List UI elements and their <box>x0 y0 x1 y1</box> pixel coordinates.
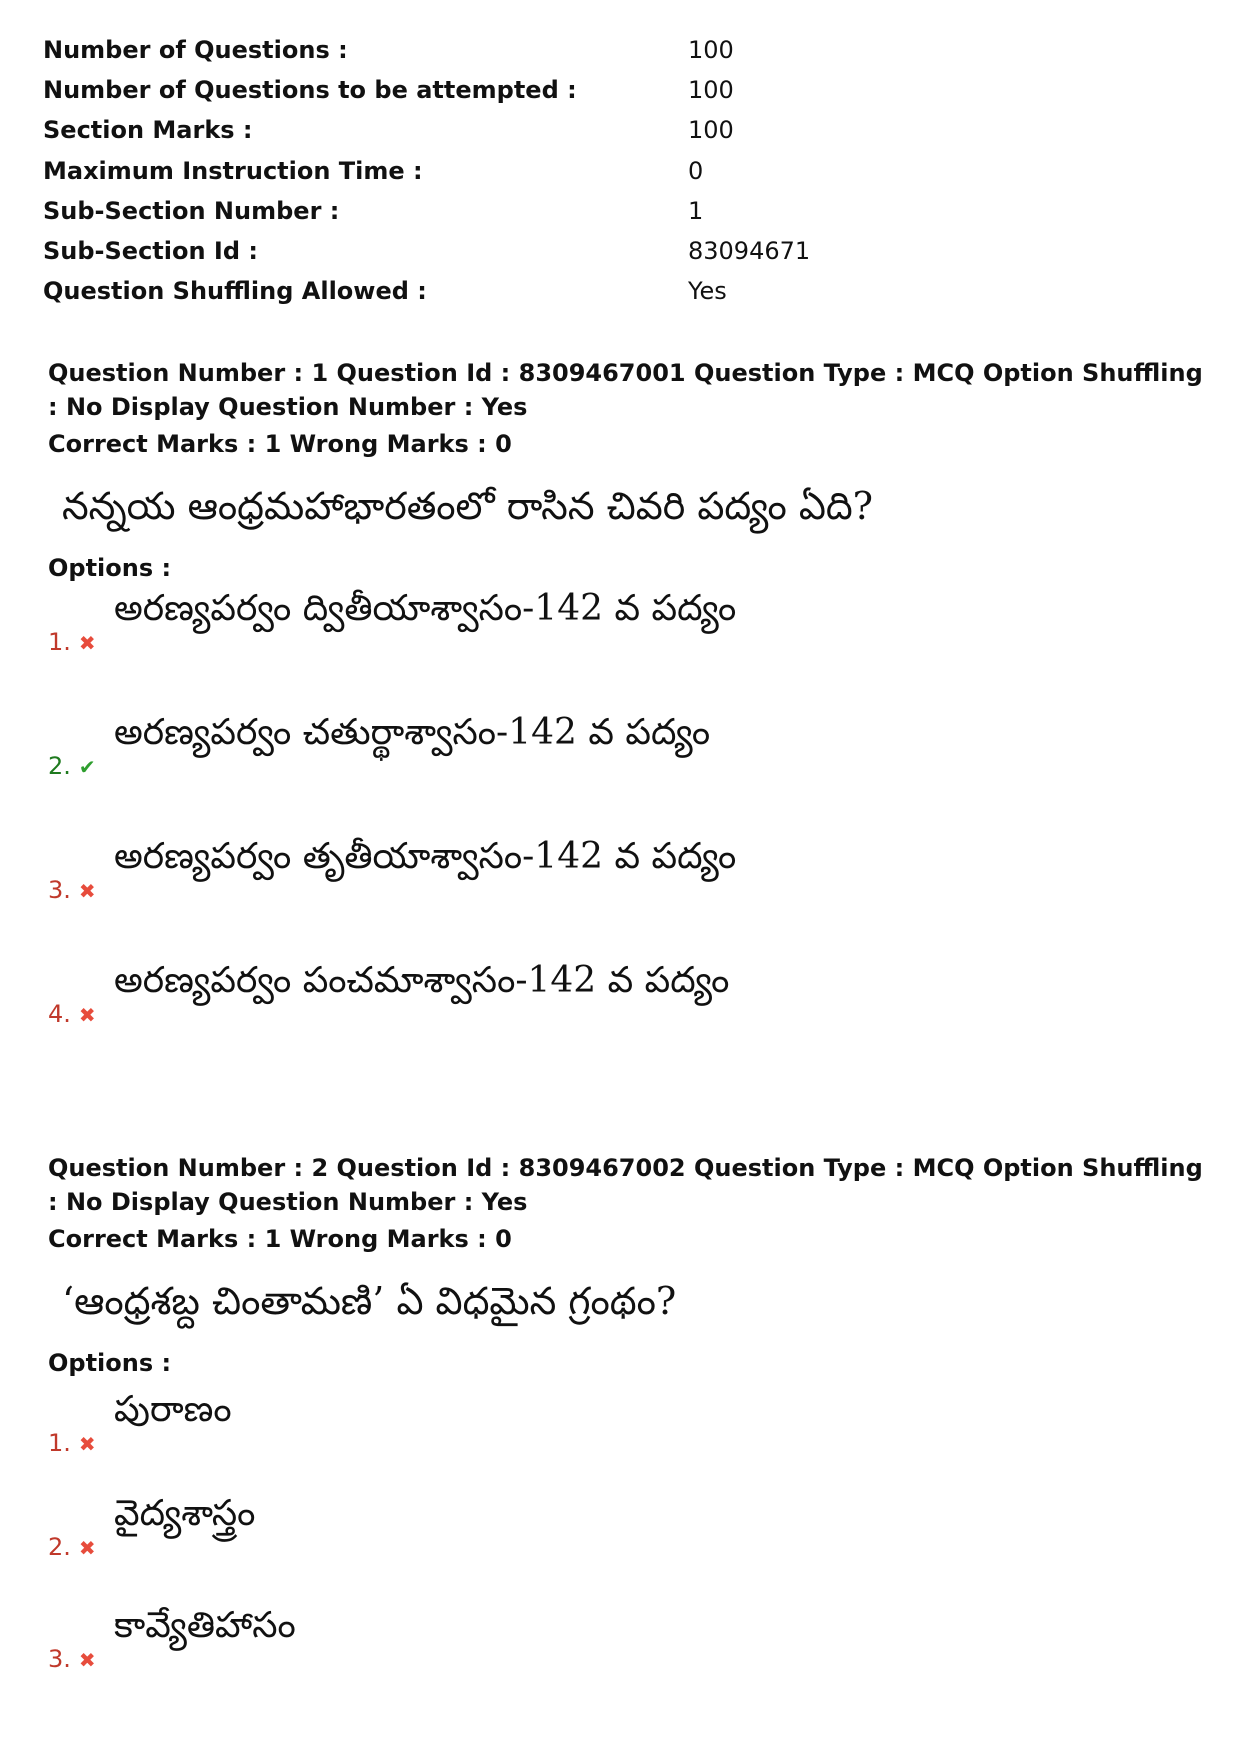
option-item <box>48 588 1208 712</box>
options-label: Options : <box>48 554 172 582</box>
option-number-label: 3. <box>48 876 71 904</box>
meta-row <box>43 30 1193 70</box>
meta-row <box>43 151 1193 191</box>
option-text: కావ్యేతిహాసం <box>114 1605 296 1646</box>
meta-row <box>43 110 1193 150</box>
meta-value: 100 <box>688 116 734 145</box>
option-number <box>48 1429 96 1457</box>
meta-label: Maximum Instruction Time : <box>43 156 423 185</box>
cross-icon: ✖ <box>78 1536 96 1560</box>
meta-row <box>43 231 1193 271</box>
question-marks: Correct Marks : 1 Wrong Marks : 0 <box>48 430 512 458</box>
meta-label: Number of Questions to be attempted : <box>43 76 577 105</box>
option-text: పురాణం <box>114 1389 232 1430</box>
option-number <box>48 876 96 904</box>
option-item <box>48 1493 1208 1605</box>
meta-label: Number of Questions : <box>43 36 348 65</box>
section-meta <box>43 30 1193 311</box>
meta-value: 83094671 <box>688 237 811 266</box>
question-2 <box>48 1151 1208 1685</box>
option-number <box>48 1533 96 1561</box>
option-number-label: 3. <box>48 1645 71 1673</box>
check-icon: ✔ <box>78 755 96 779</box>
meta-value: 1 <box>688 196 704 225</box>
meta-value: 100 <box>688 76 734 105</box>
option-number-label: 2. <box>48 1533 71 1561</box>
option-number <box>48 1000 96 1028</box>
meta-label: Section Marks : <box>43 116 253 145</box>
meta-value: 0 <box>688 156 704 185</box>
option-number <box>48 752 96 780</box>
cross-icon: ✖ <box>78 1648 96 1672</box>
option-number-label: 4. <box>48 1000 71 1028</box>
option-text: అరణ్యపర్వం ద్వితీయాశ్వాసం-142 వ పద్యం <box>114 588 737 629</box>
question-header: Question Number : 1 Question Id : 8309467001 Question Type : MCQ Option Shuffling : No Display Question Number : Yes <box>48 359 1203 421</box>
meta-value: Yes <box>688 277 727 306</box>
cross-icon: ✖ <box>78 879 96 903</box>
question-text: నన్నయ ఆంధ్రమహాభారతంలో రాసిన చివరి పద్యం ఏది? <box>62 484 874 528</box>
option-number-label: 2. <box>48 752 71 780</box>
option-item <box>48 960 1208 1084</box>
cross-icon: ✖ <box>78 1003 96 1027</box>
option-text: అరణ్యపర్వం పంచమాశ్వాసం-142 వ పద్యం <box>114 960 730 1001</box>
options-label: Options : <box>48 1349 172 1377</box>
meta-row <box>43 271 1193 311</box>
option-text: వైద్యశాస్త్రం <box>114 1493 256 1534</box>
option-number <box>48 1645 96 1673</box>
option-item <box>48 1605 1208 1685</box>
question-marks: Correct Marks : 1 Wrong Marks : 0 <box>48 1225 512 1253</box>
question-text: ‘ఆంధ్రశబ్ద చింతామణి’ ఏ విధమైన గ్రంథం? <box>62 1279 677 1323</box>
option-number-label: 1. <box>48 628 71 656</box>
meta-label: Sub-Section Id : <box>43 237 258 266</box>
question-1 <box>48 356 1208 1084</box>
meta-label: Question Shuffling Allowed : <box>43 277 427 306</box>
meta-row <box>43 191 1193 231</box>
option-text: అరణ్యపర్వం తృతీయాశ్వాసం-142 వ పద్యం <box>114 836 737 877</box>
option-item <box>48 1389 1208 1493</box>
option-item <box>48 712 1208 836</box>
meta-row <box>43 70 1193 110</box>
option-item <box>48 836 1208 960</box>
meta-label: Sub-Section Number : <box>43 196 340 225</box>
question-header: Question Number : 2 Question Id : 8309467002 Question Type : MCQ Option Shuffling : No Display Question Number : Yes <box>48 1154 1203 1216</box>
cross-icon: ✖ <box>78 1432 96 1456</box>
meta-value: 100 <box>688 36 734 65</box>
option-number <box>48 628 96 656</box>
option-text: అరణ్యపర్వం చతుర్థాశ్వాసం-142 వ పద్యం <box>114 712 711 753</box>
cross-icon: ✖ <box>78 631 96 655</box>
option-number-label: 1. <box>48 1429 71 1457</box>
